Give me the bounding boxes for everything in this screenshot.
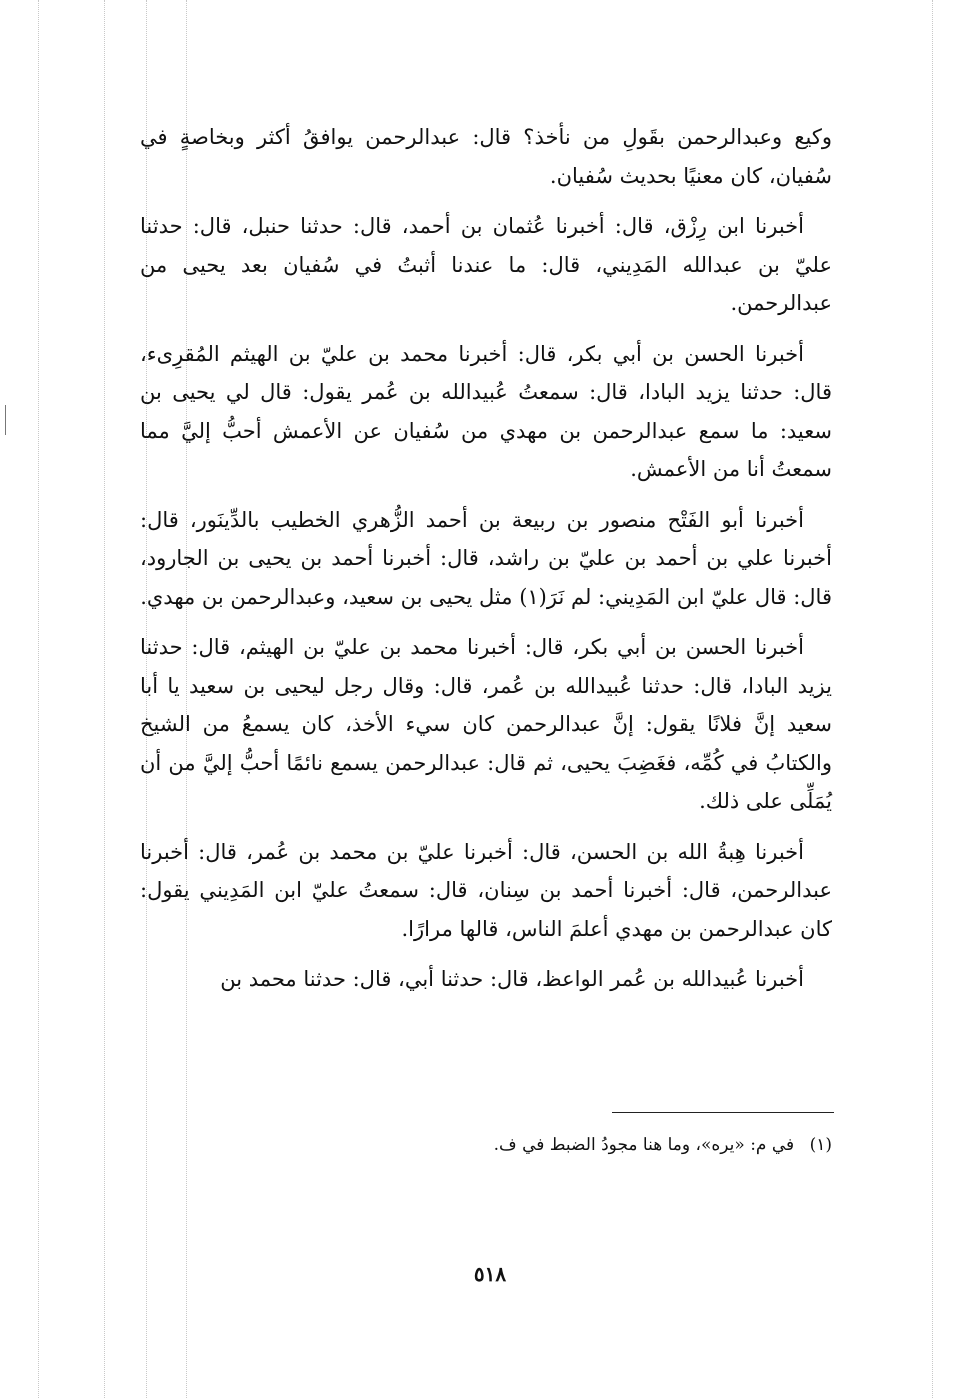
scan-guide-line <box>932 0 933 1398</box>
paragraph: أخبرنا عُبيدالله بن عُمر الواعظ، قال: حدثنا أبي، قال: حدثنا محمد بن <box>220 967 804 991</box>
paragraph: أخبرنا الحسن بن أبي بكر، قال: أخبرنا محمد بن عليّ بن الهيثم، قال: حدثنا يزيد البادا، قال: حدثنا عُبيدالله بن عُمر، قال: وقال رجل ليحيى بن سعيد يا أبا سعيد إنَّ فلانًا يقول: إنَّ عبدالرحمن كان سيء الأخذ، كان يسمعُ من الشيخ والكتابُ في كُمِّه، فغَضِبَ يحيى، ثم قال: عبدالرحمن يسمع نائمًا أحبُّ إليَّ من أن يُمَلِّى على ذلك. <box>140 635 832 813</box>
main-text <box>140 118 832 1011</box>
paragraph: أخبرنا أبو الفَتْح منصور بن ربيعة بن أحمد الزُّهري الخطيب بالدِّينَور، قال: أخبرنا علي بن أحمد بن عليّ بن راشد، قال: أخبرنا أحمد بن يحيى بن الجارود، قال: قال عليّ ابن المَدِيني: لم نَرَ(١) مثل يحيى بن سعيد، وعبدالرحمن بن مهدي. <box>140 507 832 609</box>
paragraph: أخبرنا ابن رِزْق، قال: أخبرنا عُثمان بن أحمد، قال: حدثنا حنبل، قال: حدثنا عليّ بن عبدالله المَدِيني، قال: ما عندنا أثبتُ في سُفيان بعد يحيى من عبدالرحمن. <box>140 214 832 315</box>
footnote-text: في م: «يره»، وما هنا مجودُ الضبط في ف. <box>493 1135 795 1155</box>
paragraph: أخبرنا الحسن بن أبي بكر، قال: أخبرنا محمد بن عليّ بن الهيثم المُقرِىء، قال: حدثنا يزيد البادا، قال: سمعتُ عُبيدالله بن عُمر يقول: قال لي يحيى بن سعيد: ما سمع عبدالرحمن بن مهدي من سُفيان عن الأعمش أحبُّ إليَّ مما سمعتُ أنا من الأعمش. <box>140 341 832 481</box>
footnote-divider <box>612 1112 834 1113</box>
scan-guide-line <box>38 0 39 1398</box>
page-number: ٥١٨ <box>473 1262 507 1286</box>
footnote-number: (١) <box>809 1135 832 1155</box>
scan-guide-line <box>104 0 105 1398</box>
paragraph: وكيع وعبدالرحمن بقَولِ من نأخذ؟ قال: عبدالرحمن يوافقُ أكثر وبخاصةٍ في سُفيان، كان معنيًا بحديث سُفيان. <box>140 125 833 188</box>
footnote <box>140 1130 832 1160</box>
paragraph: أخبرنا هِبةُ الله بن الحسن، قال: أخبرنا عليّ بن محمد بن عُمر، قال: أخبرنا عبدالرحمن، قال: أخبرنا أحمد بن سِنان، قال: سمعتُ عليّ ابن المَدِيني يقول: كان عبدالرحمن بن مهدي أعلمَ الناس، قالها مرارًا. <box>140 839 832 941</box>
scan-mark <box>5 405 6 435</box>
